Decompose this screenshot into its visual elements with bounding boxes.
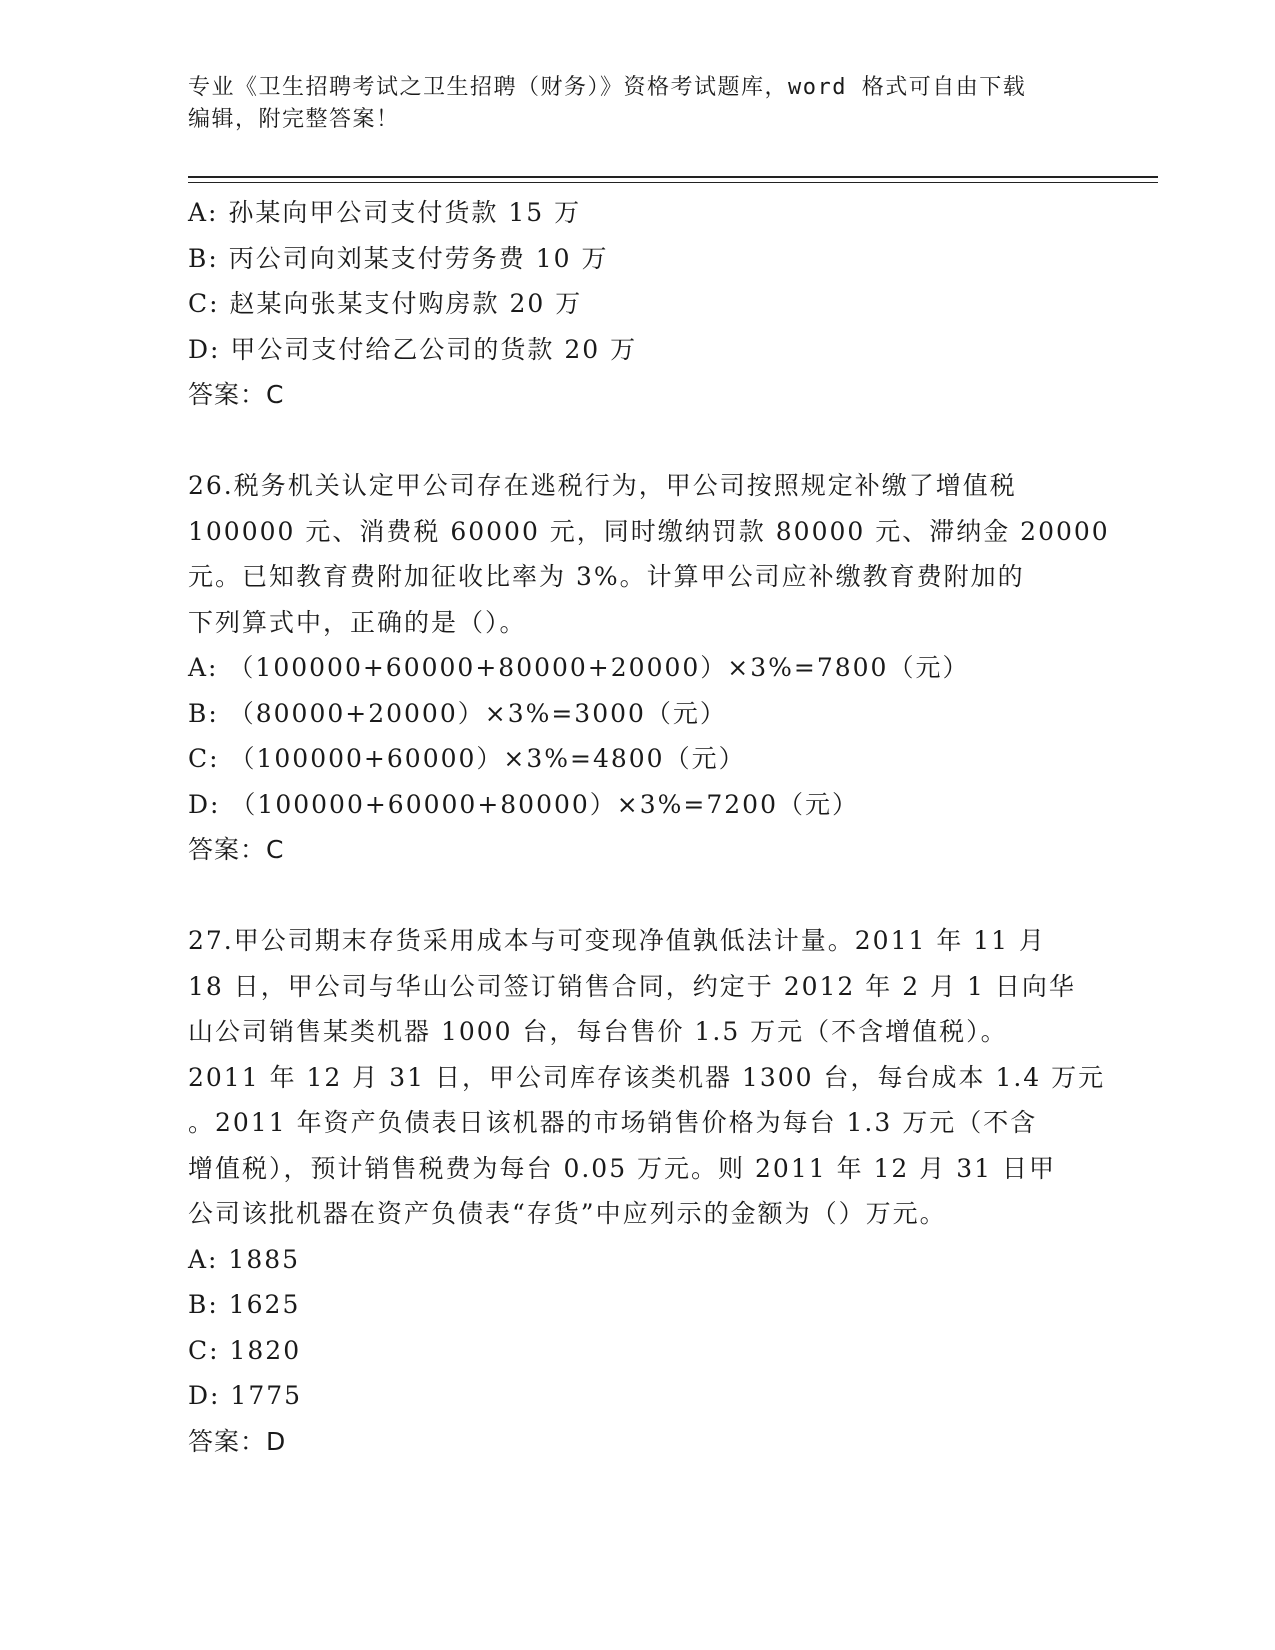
question-text-line: 公司该批机器在资产负债表“存货”中应列示的金额为（）万元。: [188, 1199, 947, 1228]
option-b: B: 1625: [188, 1290, 301, 1319]
answer-line: 答案：D: [188, 1426, 287, 1456]
header-divider-thin: [188, 182, 1158, 183]
question-text-line: 18 日，甲公司与华山公司签订销售合同，约定于 2012 年 2 月 1 日向华: [188, 971, 1076, 1001]
question-25: [188, 190, 1088, 418]
answer-line: 答案：C: [188, 380, 285, 409]
spacer: [188, 873, 1088, 919]
document-header: [188, 72, 1088, 136]
question-text-line: 下列算式中，正确的是（）。: [188, 607, 527, 637]
question-text-line: 100000 元、消费税 60000 元，同时缴纳罚款 80000 元、滞纳金 20000: [188, 516, 1110, 546]
question-list: [188, 190, 1110, 1464]
question-text-line: 26.税务机关认定甲公司存在逃税行为，甲公司按照规定补缴了增值税: [188, 471, 1017, 500]
question-text-line: 增值税），预计销售税费为每台 0.05 万元。则 2011 年 12 月 31 日甲: [188, 1153, 1056, 1183]
question-text-line: 。2011 年资产负债表日该机器的市场销售价格为每台 1.3 万元（不含: [188, 1108, 1038, 1137]
option-c: C: （100000+60000）×3%=4800（元）: [188, 744, 746, 773]
question-text-line: 27.甲公司期末存货采用成本与可变现净值孰低法计量。2011 年 11 月: [188, 926, 1047, 955]
option-d: D: 甲公司支付给乙公司的货款 20 万: [188, 334, 638, 364]
option-c: C: 1820: [188, 1335, 302, 1365]
option-a: A: （100000+60000+80000+20000）×3%=7800（元）: [188, 653, 970, 682]
option-d: D: 1775: [188, 1381, 303, 1410]
option-a: A: 1885: [188, 1244, 301, 1274]
question-text-line: 2011 年 12 月 31 日，甲公司库存该类机器 1300 台，每台成本 1.4 万元: [188, 1062, 1106, 1092]
header-line-1: 专业《卫生招聘考试之卫生招聘（财务）》资格考试题库，word 格式可自由下载: [188, 75, 1027, 100]
question-text-line: 山公司销售某类机器 1000 台，每台售价 1.5 万元（不含增值税）。: [188, 1017, 1008, 1046]
option-b: B: （80000+20000）×3%=3000（元）: [188, 698, 727, 728]
question-27: [188, 918, 1106, 1464]
header-divider-thick: [188, 176, 1158, 178]
spacer: [188, 418, 1088, 464]
question-text-line: 元。已知教育费附加征收比率为 3%。计算甲公司应补缴教育费附加的: [188, 562, 1025, 591]
option-c: C: 赵某向张某支付购房款 20 万: [188, 289, 583, 318]
option-a: A: 孙某向甲公司支付货款 15 万: [188, 198, 582, 227]
option-b: B: 丙公司向刘某支付劳务费 10 万: [188, 243, 609, 273]
option-d: D: （100000+60000+80000）×3%=7200（元）: [188, 789, 859, 819]
question-26: [188, 463, 1110, 873]
answer-line: 答案：C: [188, 835, 285, 864]
header-line-2: 编辑，附完整答案！: [188, 107, 400, 132]
